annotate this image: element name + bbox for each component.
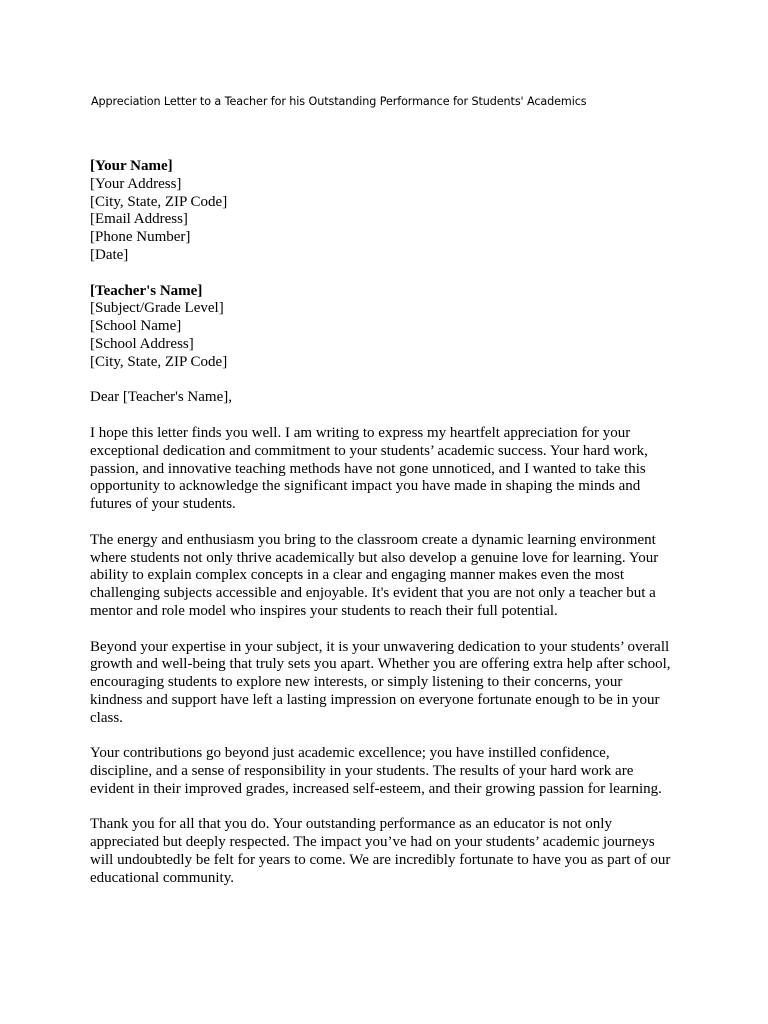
paragraph-line: growth and well-being that truly sets you apart. Whether you are offering extra help after school, bbox=[90, 656, 671, 673]
paragraph-2 bbox=[90, 532, 690, 621]
paragraph-line: appreciated but deeply respected. The impact you’ve had on your students’ academic journeys bbox=[90, 834, 655, 851]
paragraph-line: where students not only thrive academically but also develop a genuine love for learning. Your bbox=[90, 549, 659, 566]
paragraph-line: Your contributions go beyond just academic excellence; you have instilled confidence, bbox=[90, 745, 610, 762]
paragraph-line: will undoubtedly be felt for years to come. We are incredibly fortunate to have you as part of our bbox=[90, 852, 671, 869]
paragraph-line: mentor and role model who inspires your students to reach their full potential. bbox=[90, 602, 558, 619]
sender-date: [Date] bbox=[90, 246, 129, 263]
paragraph-line: futures of your students. bbox=[90, 496, 236, 513]
recipient-subject-grade: [Subject/Grade Level] bbox=[90, 300, 224, 317]
paragraph-line: passion, and innovative teaching methods have not gone unnoticed, and I wanted to take this bbox=[90, 460, 646, 477]
sender-block bbox=[90, 158, 690, 265]
sender-phone: [Phone Number] bbox=[90, 229, 191, 246]
salutation-text: Dear [Teacher's Name], bbox=[90, 389, 232, 406]
recipient-school-address: [School Address] bbox=[90, 335, 194, 352]
recipient-name: [Teacher's Name] bbox=[90, 282, 203, 299]
paragraph-line: educational community. bbox=[90, 869, 234, 886]
sender-email: [Email Address] bbox=[90, 211, 188, 228]
salutation bbox=[90, 389, 690, 407]
paragraph-line: evident in their improved grades, increased self-esteem, and their growing passion for learning. bbox=[90, 780, 662, 797]
paragraph-line: The energy and enthusiasm you bring to the classroom create a dynamic learning environment bbox=[90, 531, 656, 548]
paragraph-line: class. bbox=[90, 709, 123, 726]
sender-city-state-zip: [City, State, ZIP Code] bbox=[90, 193, 228, 210]
recipient-city-state-zip: [City, State, ZIP Code] bbox=[90, 353, 228, 370]
recipient-block bbox=[90, 283, 690, 372]
paragraph-line: kindness and support have left a lasting impression on everyone fortunate enough to be in your bbox=[90, 691, 660, 708]
sender-name: [Your Name] bbox=[90, 158, 173, 174]
paragraph-line: discipline, and a sense of responsibility in your students. The results of your hard work are bbox=[90, 763, 634, 780]
paragraph-4 bbox=[90, 745, 690, 798]
recipient-school-name: [School Name] bbox=[90, 318, 182, 335]
paragraph-line: Thank you for all that you do. Your outstanding performance as an educator is not only bbox=[90, 816, 612, 833]
paragraph-line: Beyond your expertise in your subject, it is your unwavering dedication to your students’ overall bbox=[90, 638, 670, 655]
paragraph-line: challenging subjects accessible and enjoyable. It's evident that you are not only a teacher but a bbox=[90, 585, 656, 602]
paragraph-1 bbox=[90, 425, 690, 514]
paragraph-line: encouraging students to explore new interests, or simply listening to their concerns, your bbox=[90, 674, 623, 691]
paragraph-3 bbox=[90, 639, 690, 728]
paragraph-5 bbox=[90, 816, 690, 887]
paragraph-line: I hope this letter finds you well. I am writing to express my heartfelt appreciation for your bbox=[90, 424, 631, 441]
sender-address: [Your Address] bbox=[90, 175, 182, 192]
paragraph-line: opportunity to acknowledge the significant impact you have made in shaping the minds and bbox=[90, 478, 641, 495]
paragraph-line: ability to explain complex concepts in a clear and engaging manner makes even the most bbox=[90, 567, 624, 584]
paragraph-line: exceptional dedication and commitment to your students’ academic success. Your hard work, bbox=[90, 442, 648, 459]
letter-body bbox=[90, 158, 690, 888]
document-title: Appreciation Letter to a Teacher for his Outstanding Performance for Students' Academics bbox=[91, 95, 587, 108]
